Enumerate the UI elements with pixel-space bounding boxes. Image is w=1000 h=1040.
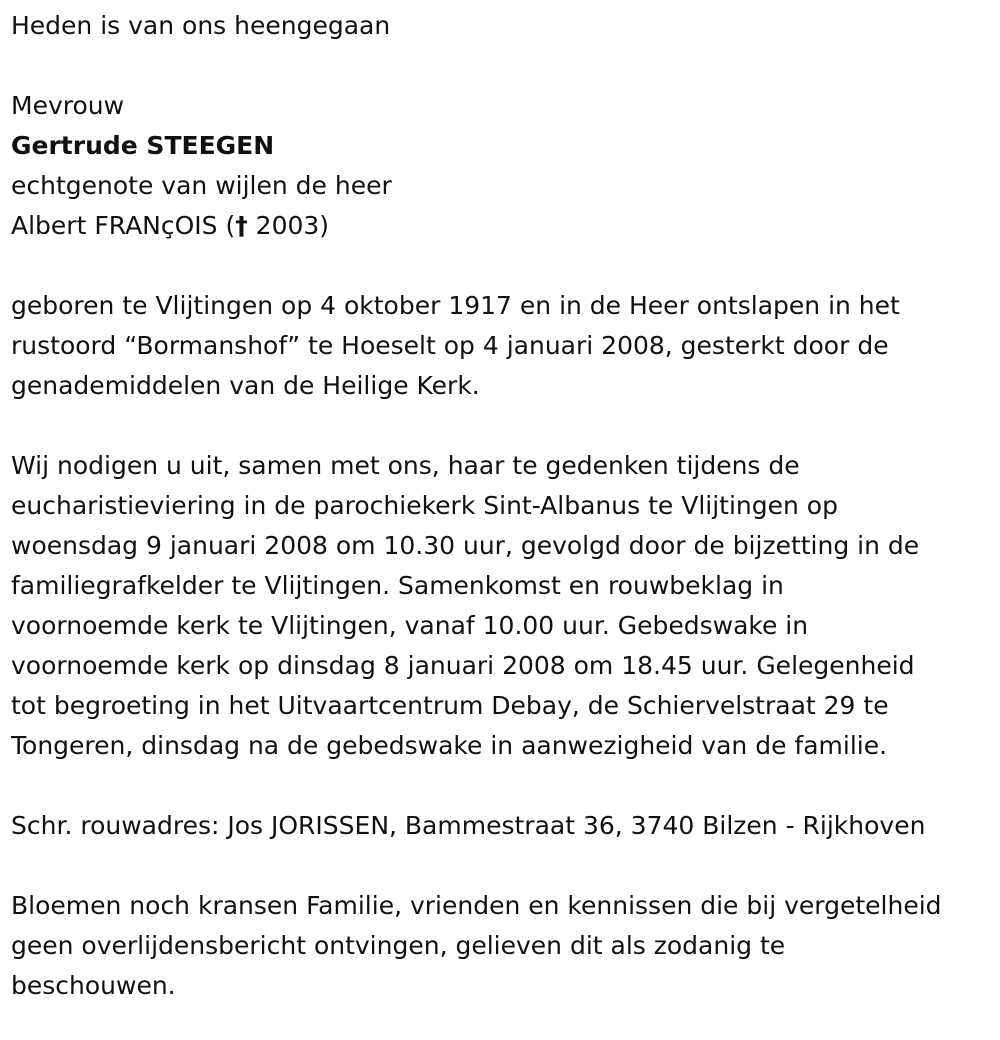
- service-line: woensdag 9 januari 2008 om 10.30 uur, gevolgd door de bijzetting in de: [11, 531, 920, 560]
- biography-paragraph: [11, 286, 993, 406]
- biography-line: rustoord “Bormanshof” te Hoeselt op 4 januari 2008, gesterkt door de: [11, 331, 889, 360]
- spouse-death-year: 2003): [247, 211, 330, 240]
- service-line: familiegrafkelder te Vlijtingen. Samenkomst en rouwbeklag in: [11, 571, 784, 600]
- closing-line: geen overlijdensbericht ontvingen, gelieven dit als zodanig te: [11, 931, 786, 960]
- spouse-name: Albert FRANçOIS (: [11, 211, 236, 240]
- service-line: Wij nodigen u uit, samen met ons, haar te gedenken tijdens de: [11, 451, 800, 480]
- deceased-name: Gertrude STEEGEN: [11, 131, 275, 160]
- closing-line: Bloemen noch kransen Familie, vrienden en kennissen die bij vergetelheid: [11, 891, 942, 920]
- intro-line: Heden is van ons heengegaan: [11, 11, 391, 40]
- relation-line: echtgenote van wijlen de heer: [11, 171, 392, 200]
- cross-icon: †: [235, 211, 248, 240]
- spacer: [11, 846, 993, 886]
- spacer: [11, 246, 993, 286]
- spouse-line: [11, 206, 993, 246]
- service-line: voornoemde kerk op dinsdag 8 januari 2008 om 18.45 uur. Gelegenheid: [11, 651, 915, 680]
- obituary-notice: [11, 6, 993, 1006]
- service-line: Tongeren, dinsdag na de gebedswake in aanwezigheid van de familie.: [11, 731, 888, 760]
- service-line: tot begroeting in het Uitvaartcentrum Debay, de Schiervelstraat 29 te: [11, 691, 889, 720]
- mourning-address: Schr. rouwadres: Jos JORISSEN, Bammestraat 36, 3740 Bilzen - Rijkhoven: [11, 811, 926, 840]
- closing-line: beschouwen.: [11, 971, 176, 1000]
- service-paragraph: [11, 446, 993, 766]
- spacer: [11, 766, 993, 806]
- spacer: [11, 406, 993, 446]
- biography-line: genademiddelen van de Heilige Kerk.: [11, 371, 480, 400]
- biography-line: geboren te Vlijtingen op 4 oktober 1917 en in de Heer ontslapen in het: [11, 291, 900, 320]
- honorific: Mevrouw: [11, 91, 125, 120]
- service-line: voornoemde kerk te Vlijtingen, vanaf 10.00 uur. Gebedswake in: [11, 611, 809, 640]
- service-line: eucharistieviering in de parochiekerk Sint-Albanus te Vlijtingen op: [11, 491, 838, 520]
- closing-paragraph: [11, 886, 993, 1006]
- spacer: [11, 46, 993, 86]
